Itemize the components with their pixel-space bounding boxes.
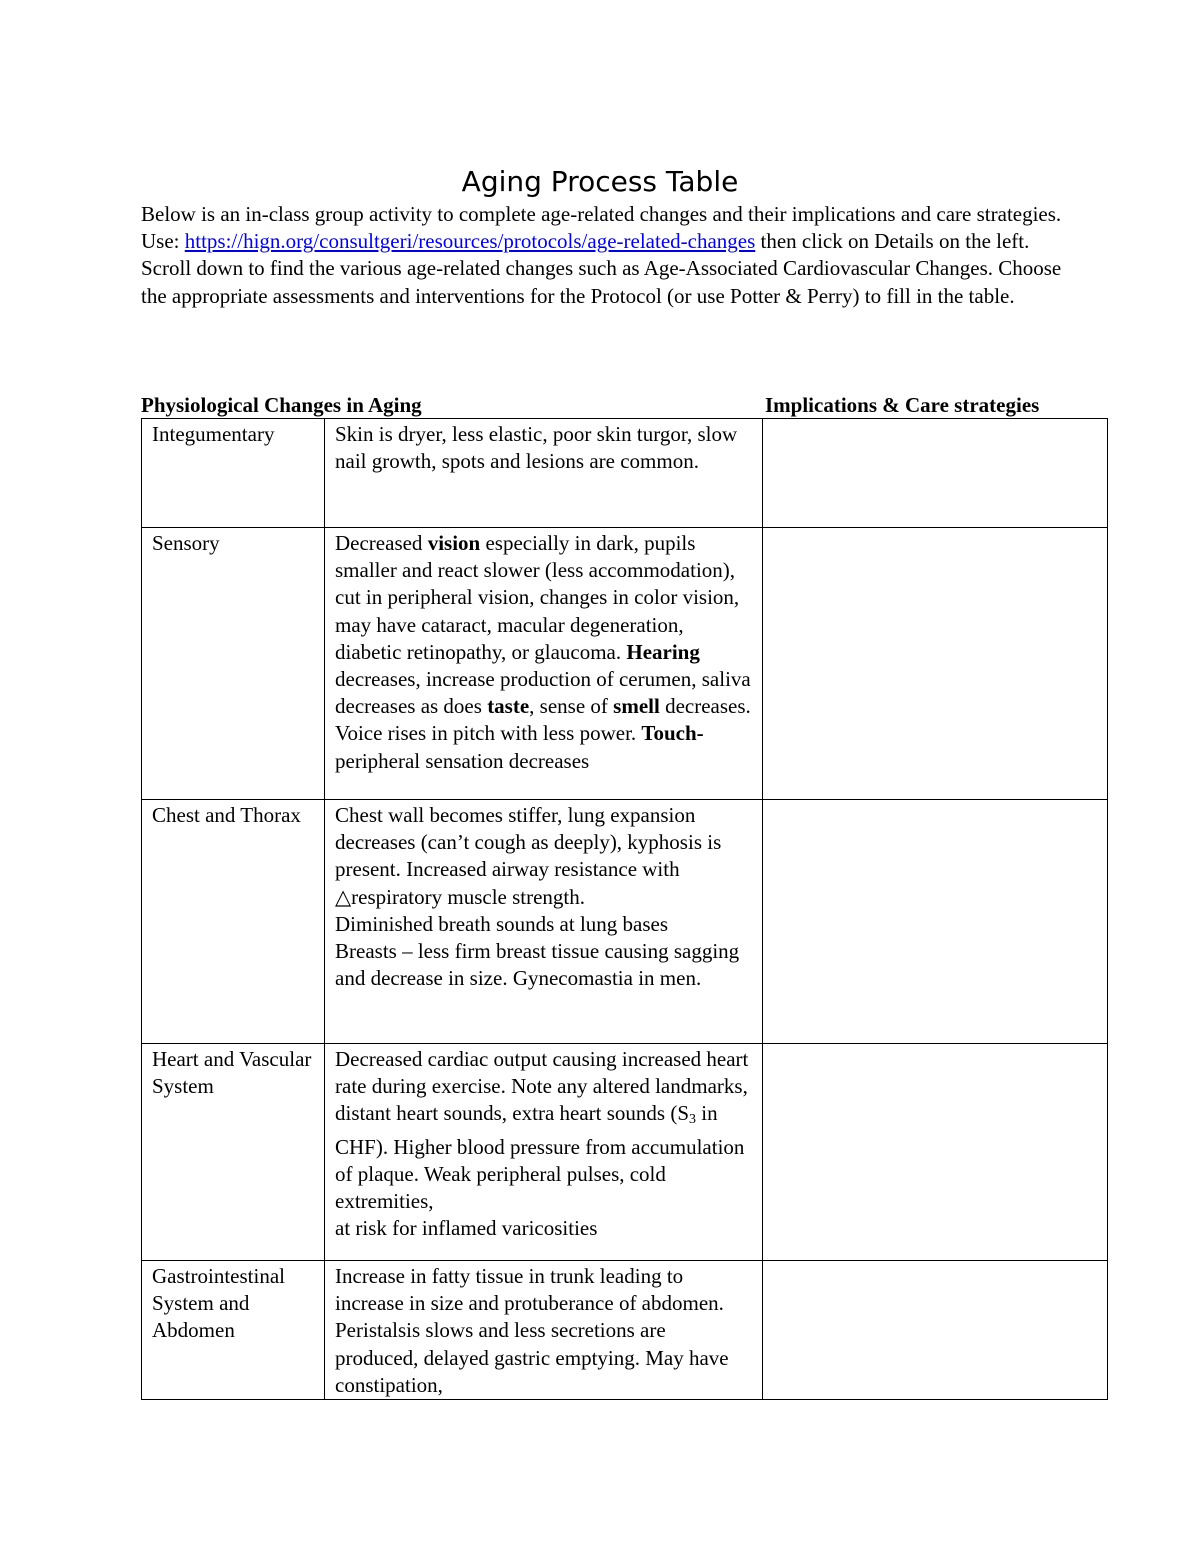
- implications-cell[interactable]: [763, 419, 1108, 528]
- intro-line-1: Below is an in-class group activity to complete age-related changes and their implications and care strategies. Use:: [141, 202, 1062, 254]
- subscript: 3: [689, 1112, 697, 1128]
- text-run: in CHF). Higher blood pressure from accumulation of plaque. Weak peripheral pulses, cold extremities,: [335, 1101, 745, 1214]
- text-run: especially in dark, pupils smaller and react slower (less accommodation), cut in peripheral vision, changes in color vision, may have cataract, macular degeneration, diabetic retinopathy, or glaucoma.: [335, 531, 740, 664]
- implications-cell[interactable]: [763, 528, 1108, 800]
- heading-implications: Implications & Care strategies: [765, 393, 1040, 417]
- text-line: Diminished breath sounds at lung bases: [335, 911, 669, 936]
- changes-cell: [325, 800, 763, 1044]
- text-run: decreases. Voice rises in pitch with less power.: [335, 694, 751, 746]
- text-line: Breasts – less firm breast tissue causing sagging and decrease in size. Gynecomastia in men.: [335, 939, 740, 991]
- table-row: [142, 419, 1108, 528]
- table-row: [142, 800, 1108, 1044]
- text-line: Chest wall becomes stiffer, lung expansion decreases (can’t cough as deeply), kyphosis is present. Increased airway resistance with △respiratory muscle strength.: [335, 803, 722, 909]
- system-cell: Sensory: [142, 528, 325, 800]
- keyword-hearing: Hearing: [626, 639, 700, 664]
- table-row: [142, 1261, 1108, 1400]
- text-run: at risk for inflamed varicosities: [335, 1216, 598, 1241]
- text-run: , sense of: [529, 694, 614, 719]
- changes-cell: Skin is dryer, less elastic, poor skin turgor, slow nail growth, spots and lesions are common.: [325, 419, 763, 528]
- page-title: Aging Process Table: [461, 165, 739, 198]
- implications-cell[interactable]: [763, 1261, 1108, 1400]
- changes-cell: [325, 528, 763, 800]
- intro-paragraph-1: [141, 201, 1071, 255]
- text-run: Decreased cardiac output causing increased heart rate during exercise. Note any altered landmarks, distant heart sounds, extra heart sounds (S: [335, 1047, 749, 1126]
- keyword-taste: taste: [487, 694, 530, 719]
- keyword-touch: Touch-: [641, 721, 704, 746]
- text-run: decreases, increase production of cerumen, saliva decreases as does: [335, 667, 751, 719]
- table-headings: [141, 391, 1106, 419]
- system-cell: Heart and Vascular System: [142, 1044, 325, 1261]
- system-cell: Chest and Thorax: [142, 800, 325, 1044]
- text-run: peripheral sensation decreases: [335, 748, 590, 773]
- keyword-vision: vision: [427, 531, 481, 555]
- table-row: [142, 1044, 1108, 1261]
- intro-line-1-after: then click on Details on the left.: [755, 229, 1030, 254]
- implications-cell[interactable]: [763, 1044, 1108, 1261]
- intro-text: [141, 201, 1071, 310]
- intro-paragraph-2: Scroll down to find the various age-related changes such as Age-Associated Cardiovascular Changes. Choose the appropriate assessments and interventions for the Protocol (or use Potter & Perry) to fill in the table.: [141, 256, 1062, 308]
- changes-cell: Increase in fatty tissue in trunk leading to increase in size and protuberance of abdomen. Peristalsis slows and less secretions are produced, delayed gastric emptying. May have constipation,: [325, 1261, 763, 1400]
- heading-physiological-changes: Physiological Changes in Aging: [141, 393, 422, 417]
- protocol-link[interactable]: https://hign.org/consultgeri/resources/protocols/age-related-changes: [184, 229, 756, 254]
- keyword-smell: smell: [613, 694, 660, 719]
- aging-table: [141, 418, 1108, 1400]
- changes-cell: [325, 1044, 763, 1261]
- text-run: Decreased: [335, 531, 428, 555]
- implications-cell[interactable]: [763, 800, 1108, 1044]
- table-row: [142, 528, 1108, 800]
- system-cell: Integumentary: [142, 419, 325, 528]
- system-cell: Gastrointestinal System and Abdomen: [142, 1261, 325, 1400]
